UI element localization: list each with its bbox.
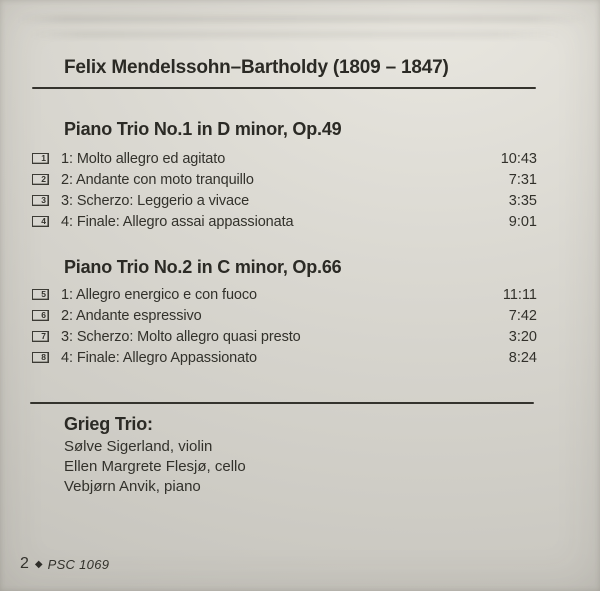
- performer-line: Ellen Margrete Flesjø, cello: [64, 458, 246, 475]
- divider: [32, 87, 536, 89]
- track-row: [32, 349, 537, 366]
- track-number-box: 4: [32, 216, 49, 227]
- footer: [20, 555, 109, 573]
- track-title: 3: Scherzo: Molto allegro quasi presto: [61, 328, 301, 345]
- show-through-line: [30, 31, 560, 38]
- track-row: [32, 307, 537, 324]
- show-through-line: [18, 15, 586, 23]
- track-time: 7:31: [508, 171, 537, 188]
- track-title: 1: Allegro energico e con fuoco: [61, 286, 258, 303]
- work-heading: Piano Trio No.2 in C minor, Op.66: [64, 257, 342, 277]
- track-number-box: 5: [32, 289, 49, 300]
- track-row: [32, 328, 537, 345]
- track-number-box: 2: [32, 174, 49, 185]
- page-title: Felix Mendelssohn–Bartholdy (1809 – 1847): [64, 57, 449, 78]
- track-title: 1: Molto allegro ed agitato: [61, 150, 226, 167]
- track-row: [32, 286, 537, 303]
- track-row: [32, 213, 537, 230]
- track-time: 11:11: [502, 286, 537, 303]
- track-row: [32, 171, 537, 188]
- track-number-box: 6: [32, 310, 49, 321]
- catalog-number: PSC 1069: [47, 556, 110, 572]
- performer-line: Vebjørn Anvik, piano: [64, 478, 201, 495]
- performers-heading: Grieg Trio:: [64, 414, 153, 434]
- work-heading: Piano Trio No.1 in D minor, Op.49: [64, 119, 342, 139]
- diamond-icon: ◆: [34, 558, 43, 570]
- track-title: 2: Andante espressivo: [61, 307, 202, 324]
- track-time: 7:42: [508, 307, 537, 324]
- track-time: 3:20: [508, 328, 537, 345]
- performer-line: Sølve Sigerland, violin: [64, 438, 213, 455]
- track-title: 2: Andante con moto tranquillo: [61, 171, 254, 188]
- track-time: 9:01: [508, 213, 537, 230]
- track-number-box: 3: [32, 195, 49, 206]
- divider: [30, 402, 534, 404]
- track-number-box: 8: [32, 352, 49, 363]
- track-row: [32, 192, 537, 209]
- track-title: 4: Finale: Allegro assai appassionata: [61, 213, 294, 230]
- track-time: 10:43: [500, 150, 537, 167]
- track-row: [32, 150, 537, 167]
- track-title: 4: Finale: Allegro Appassionato: [61, 349, 258, 366]
- track-number-box: 7: [32, 331, 49, 342]
- track-number-box: 1: [32, 153, 49, 164]
- page-number: 2: [20, 555, 29, 572]
- track-title: 3: Scherzo: Leggerio a vivace: [61, 192, 250, 209]
- track-time: 8:24: [508, 349, 537, 366]
- track-time: 3:35: [508, 192, 537, 209]
